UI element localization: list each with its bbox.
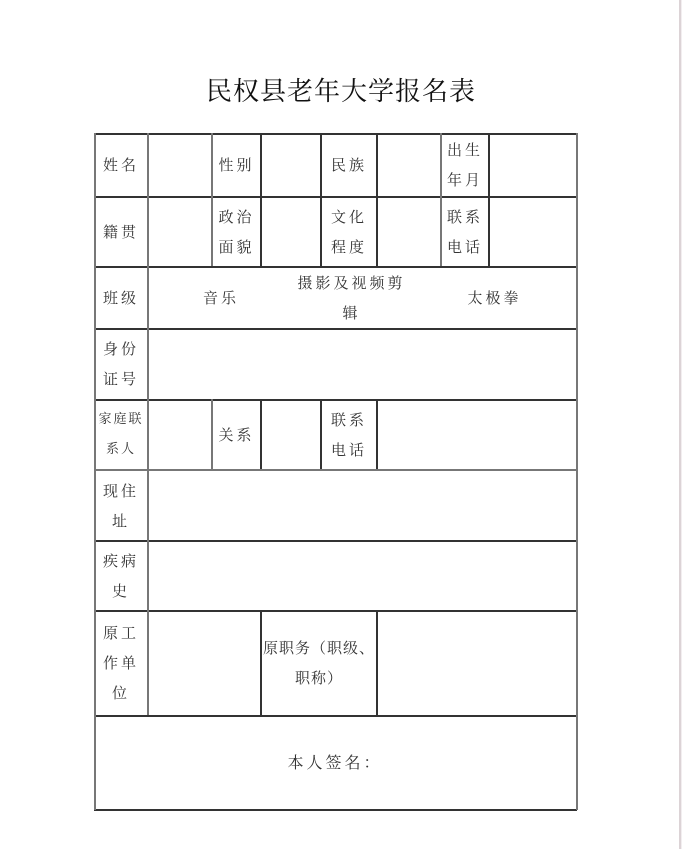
contact-phone-label: 联系 电话 xyxy=(330,410,367,459)
medical-history-field[interactable] xyxy=(149,541,576,610)
medical-history-label: 疾病 史 xyxy=(102,551,139,600)
registration-form-table xyxy=(94,133,577,810)
class-option-music[interactable]: 音乐 xyxy=(202,288,239,307)
gender-field[interactable] xyxy=(262,133,320,196)
education-field[interactable] xyxy=(378,197,440,266)
class-option-taichi[interactable]: 太极拳 xyxy=(467,288,522,307)
page-title: 民权县老年大学报名表 xyxy=(205,77,476,107)
ethnicity-field[interactable] xyxy=(378,133,440,196)
signature-label: 本人签名： xyxy=(287,752,383,772)
native-place-label: 籍贯 xyxy=(102,222,139,241)
id-number-field[interactable] xyxy=(149,329,576,399)
former-position-field[interactable] xyxy=(378,611,576,715)
political-status-field[interactable] xyxy=(262,197,320,266)
signature-area[interactable] xyxy=(94,716,576,809)
birth-date-field[interactable] xyxy=(490,133,576,196)
education-label: 文化 程度 xyxy=(330,207,367,256)
ethnicity-label: 民族 xyxy=(330,155,367,174)
relation-field[interactable] xyxy=(262,400,320,469)
relation-label: 关系 xyxy=(218,425,255,444)
name-field[interactable] xyxy=(149,133,211,196)
family-contact-label: 家庭联 系人 xyxy=(98,411,144,457)
table-border-right xyxy=(576,133,578,810)
name-label: 姓名 xyxy=(102,155,139,174)
id-number-label: 身份 证号 xyxy=(102,340,139,388)
phone-field[interactable] xyxy=(490,197,576,266)
birth-date-label: 出生 年月 xyxy=(446,140,483,189)
phone-label: 联系 电话 xyxy=(446,207,483,256)
address-field[interactable] xyxy=(149,471,576,540)
address-label: 现住 址 xyxy=(102,481,139,530)
former-work-unit-label: 原工 作单 位 xyxy=(102,624,139,702)
family-contact-field[interactable] xyxy=(149,400,211,469)
native-place-field[interactable] xyxy=(149,197,211,266)
gender-label: 性别 xyxy=(218,155,255,174)
former-work-unit-field[interactable] xyxy=(149,611,260,715)
class-option-photography-video[interactable]: 摄影及视频剪辑 xyxy=(297,273,406,322)
class-label: 班级 xyxy=(102,288,139,307)
contact-phone-field[interactable] xyxy=(378,400,576,469)
political-status-label: 政治 面貌 xyxy=(218,207,255,256)
table-border-bottom xyxy=(94,809,577,811)
former-position-label: 原职务（职级、 职称） xyxy=(262,639,375,687)
